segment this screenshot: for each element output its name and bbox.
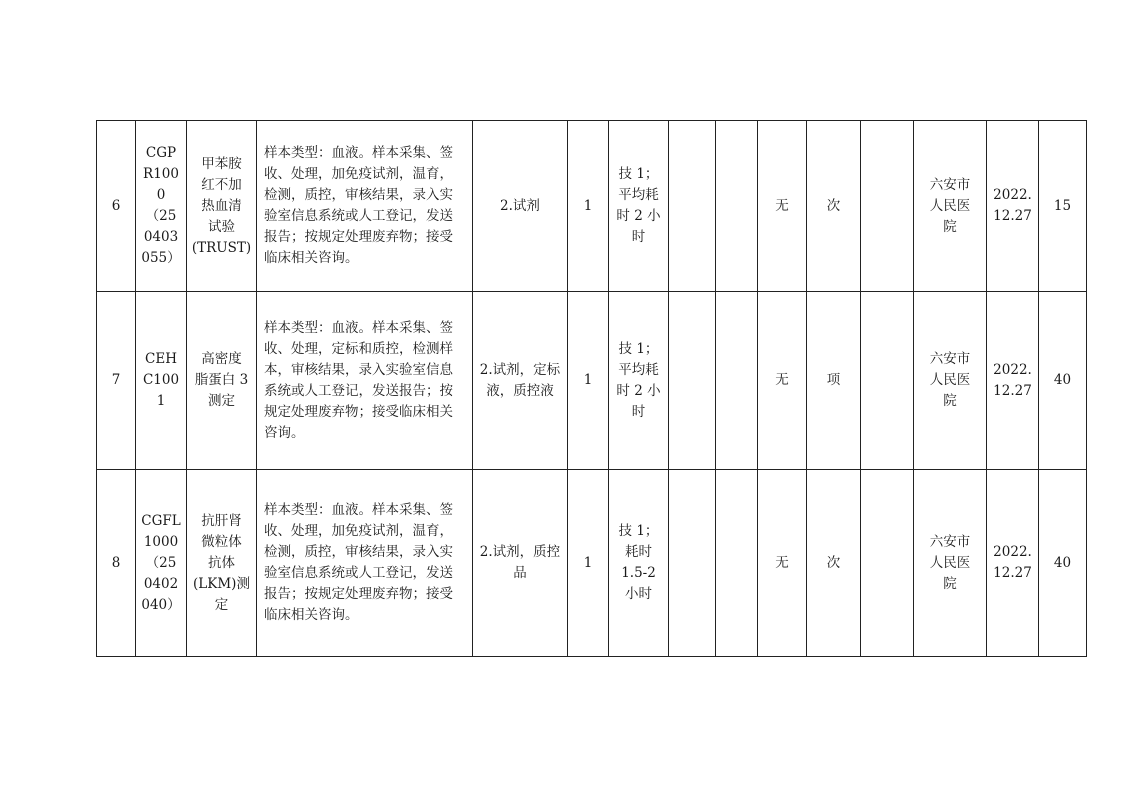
- project-name: 抗肝肾 微粒体 抗体 (LKM)测 定: [187, 470, 257, 657]
- pricing-table: [96, 120, 1087, 657]
- empty-cell: [669, 292, 716, 470]
- materials: 2.试剂，定标 液，质控液: [473, 292, 568, 470]
- unit: 项: [807, 292, 861, 470]
- date: 2022. 12.27: [987, 121, 1039, 292]
- quantity: 1: [568, 292, 609, 470]
- empty-cell: [669, 470, 716, 657]
- row-number: 8: [97, 470, 136, 657]
- price: 40: [1039, 292, 1087, 470]
- row-number: 6: [97, 121, 136, 292]
- labor-time: 技 1； 平均耗 时 2 小 时: [609, 292, 669, 470]
- price: 15: [1039, 121, 1087, 292]
- hospital: 六安市 人民医 院: [914, 292, 987, 470]
- empty-cell: [716, 121, 758, 292]
- empty-cell: [861, 470, 914, 657]
- materials: 2.试剂，质控 品: [473, 470, 568, 657]
- project-name: 高密度 脂蛋白 3 测定: [187, 292, 257, 470]
- hospital: 六安市 人民医 院: [914, 470, 987, 657]
- row-number: 7: [97, 292, 136, 470]
- project-code: CEH C100 1: [136, 292, 187, 470]
- empty-cell: [716, 292, 758, 470]
- service-content: 样本类型：血液。样本采集、签收、处理，加免疫试剂，温育，检测，质控，审核结果，录入实验室信息系统或人工登记，发送报告；按规定处理废弃物；接受临床相关咨询。: [257, 121, 473, 292]
- empty-cell: [861, 292, 914, 470]
- date: 2022. 12.27: [987, 292, 1039, 470]
- price: 40: [1039, 470, 1087, 657]
- project-code: CGFL 1000 （25 0402 040）: [136, 470, 187, 657]
- labor-time: 技 1； 耗时 1.5-2 小时: [609, 470, 669, 657]
- unit: 次: [807, 470, 861, 657]
- exclusion: 无: [758, 292, 807, 470]
- project-name: 甲苯胺 红不加 热血清 试验 (TRUST): [187, 121, 257, 292]
- quantity: 1: [568, 121, 609, 292]
- project-code: CGP R100 0 （25 0403 055）: [136, 121, 187, 292]
- empty-cell: [669, 121, 716, 292]
- labor-time: 技 1； 平均耗 时 2 小 时: [609, 121, 669, 292]
- materials: 2.试剂: [473, 121, 568, 292]
- unit: 次: [807, 121, 861, 292]
- table-row: [97, 121, 1087, 292]
- date: 2022. 12.27: [987, 470, 1039, 657]
- empty-cell: [716, 470, 758, 657]
- exclusion: 无: [758, 121, 807, 292]
- quantity: 1: [568, 470, 609, 657]
- exclusion: 无: [758, 470, 807, 657]
- service-content: 样本类型：血液。样本采集、签收、处理，定标和质控，检测样本，审核结果，录入实验室信息系统或人工登记，发送报告；按规定处理废弃物；接受临床相关咨询。: [257, 292, 473, 470]
- table-row: [97, 470, 1087, 657]
- table-row: [97, 292, 1087, 470]
- hospital: 六安市 人民医 院: [914, 121, 987, 292]
- empty-cell: [861, 121, 914, 292]
- service-content: 样本类型：血液。样本采集、签收、处理，加免疫试剂，温育，检测，质控，审核结果，录入实验室信息系统或人工登记，发送报告；按规定处理废弃物；接受临床相关咨询。: [257, 470, 473, 657]
